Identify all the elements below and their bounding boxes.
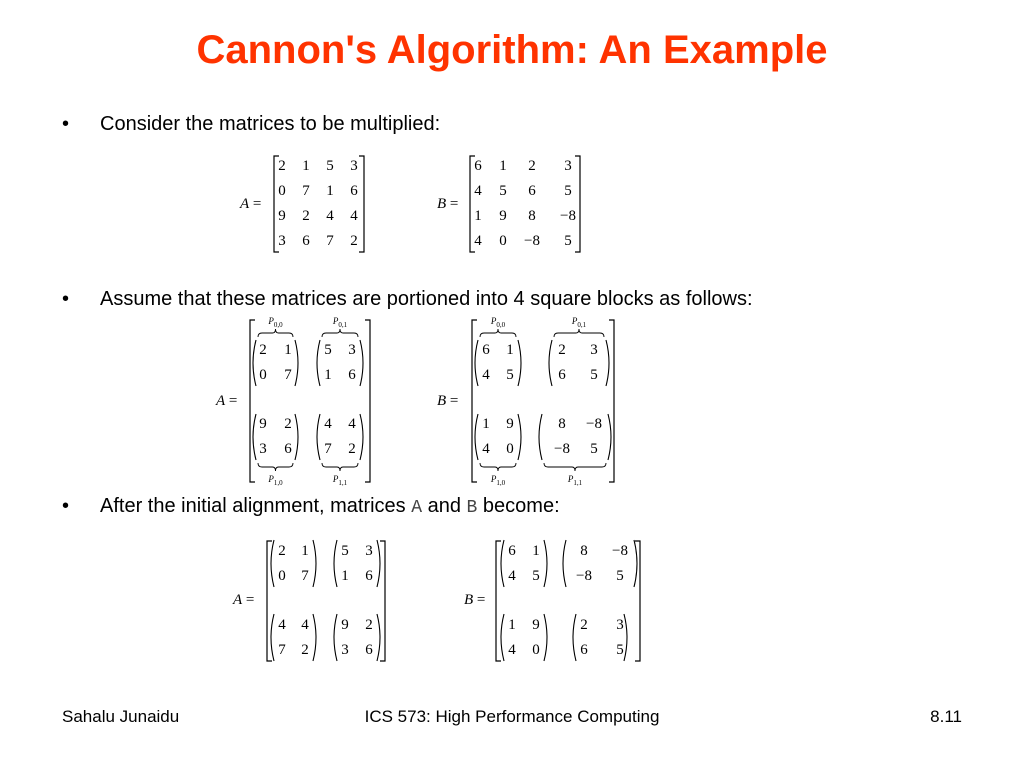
- bullet-consider: • Consider the matrices to be multiplied:: [62, 113, 441, 135]
- block-right-paren: [634, 540, 637, 587]
- matrix-cell: 2: [301, 642, 309, 658]
- matrix-cell: 7: [284, 367, 292, 383]
- matrix-cell: 4: [482, 441, 490, 457]
- matrix-cell: 3: [259, 441, 267, 457]
- right-bracket: [380, 541, 385, 661]
- matrix-cell: 6: [348, 367, 356, 383]
- matrix-a-aligned: [261, 539, 391, 663]
- matrix-cell: 5: [564, 233, 572, 249]
- matrix-cell: 2: [278, 158, 286, 174]
- matrix-cell: 5: [590, 441, 598, 457]
- matrix-cell: −8: [524, 233, 540, 249]
- matrix-cell: 9: [278, 208, 286, 224]
- matrix-cell: 8: [558, 416, 566, 432]
- matrix-cell: 5: [532, 568, 540, 584]
- matrix-cell: 0: [278, 183, 286, 199]
- matrix-cell: 6: [302, 233, 310, 249]
- matrix-cell: 5: [616, 642, 624, 658]
- matrix-cell: 1: [506, 342, 514, 358]
- matrix-cell: 8: [580, 543, 588, 559]
- matrix-cell: 1: [474, 208, 482, 224]
- matrix-b-label-1: B =: [437, 196, 459, 212]
- matrix-a-code: A: [411, 498, 423, 518]
- matrix-b-label-3: B =: [464, 592, 486, 608]
- matrix-cell: 1: [508, 617, 516, 633]
- footer-author: Sahalu Junaidu: [62, 707, 180, 726]
- matrix-cell: 2: [580, 617, 588, 633]
- block-brace: [258, 463, 293, 471]
- matrix-cell: 6: [580, 642, 588, 658]
- matrix-cell: 5: [564, 183, 572, 199]
- block-left-paren: [563, 540, 566, 587]
- block-label-p11: $P_{1,1}$: [332, 474, 348, 487]
- matrix-cell: 5: [590, 367, 598, 383]
- matrix-cell: 8: [528, 208, 536, 224]
- block-brace: [544, 463, 606, 471]
- matrix-cell: 4: [474, 233, 482, 249]
- matrix-cell: 4: [350, 208, 358, 224]
- matrix-cell: 5: [499, 183, 507, 199]
- matrix-b-code: B: [466, 498, 478, 518]
- block-label-p01: $P_{0,1}$: [571, 316, 587, 329]
- matrix-cell: 0: [506, 441, 514, 457]
- matrix-cell: 6: [365, 568, 373, 584]
- matrix-cell: 1: [499, 158, 507, 174]
- matrix-cell: −8: [554, 441, 570, 457]
- matrix-cell: 3: [616, 617, 624, 633]
- right-bracket: [635, 541, 640, 661]
- slide-title: Cannon's Algorithm: An Example: [196, 28, 828, 72]
- right-bracket: [609, 320, 614, 482]
- matrix-cell: 6: [508, 543, 516, 559]
- matrix-cell: −8: [586, 416, 602, 432]
- matrix-a-label-2: A =: [216, 393, 238, 409]
- matrix-cell: 2: [365, 617, 373, 633]
- matrix-a-original: [268, 154, 370, 254]
- matrix-cell: −8: [612, 543, 628, 559]
- matrix-cell: 5: [341, 543, 349, 559]
- matrix-cell: 2: [350, 233, 358, 249]
- matrix-cell: 4: [324, 416, 332, 432]
- left-bracket: [496, 541, 501, 661]
- matrix-cell: 6: [350, 183, 358, 199]
- block-right-paren: [608, 414, 611, 460]
- matrix-cell: 4: [348, 416, 356, 432]
- matrix-cell: 1: [301, 543, 309, 559]
- matrix-cell: 4: [508, 642, 516, 658]
- block-brace: [480, 329, 516, 337]
- matrix-cell: 6: [482, 342, 490, 358]
- matrix-a-label-3: A =: [233, 592, 255, 608]
- matrix-cell: −8: [560, 208, 576, 224]
- matrix-cell: 5: [506, 367, 514, 383]
- matrix-cell: 4: [278, 617, 286, 633]
- right-bracket: [365, 320, 370, 482]
- matrix-cell: 4: [482, 367, 490, 383]
- matrix-cell: 1: [284, 342, 292, 358]
- matrix-cell: 3: [365, 543, 373, 559]
- block-label-p00: $P_{0,0}$: [268, 316, 283, 329]
- matrix-cell: 1: [326, 183, 334, 199]
- footer-page-number: 8.11: [930, 707, 962, 726]
- matrix-cell: 0: [499, 233, 507, 249]
- matrix-cell: 1: [324, 367, 332, 383]
- matrix-cell: 3: [348, 342, 356, 358]
- matrix-cell: 2: [558, 342, 566, 358]
- block-label-p11: $P_{1,1}$: [567, 474, 583, 487]
- bullet-assume: • Assume that these matrices are portioned into 4 square blocks as follows:: [62, 288, 753, 310]
- block-left-paren: [539, 414, 542, 460]
- block-label-p00: $P_{0,0}$: [490, 316, 506, 329]
- matrix-b-label-2: B =: [437, 393, 459, 409]
- matrix-b-blocked: [466, 316, 620, 487]
- matrix-cell: 9: [259, 416, 267, 432]
- matrix-cell: 4: [301, 617, 309, 633]
- matrix-cell: 7: [278, 642, 286, 658]
- matrix-cell: 3: [278, 233, 286, 249]
- matrix-cell: 6: [528, 183, 536, 199]
- bullet-after: • After the initial alignment, matrices A and B become:: [62, 495, 560, 518]
- block-brace: [322, 463, 358, 471]
- matrix-cell: 1: [532, 543, 540, 559]
- matrix-b-aligned: [490, 539, 646, 663]
- matrix-cell: 1: [482, 416, 490, 432]
- matrix-a-blocked: [244, 316, 376, 487]
- matrix-cell: 4: [474, 183, 482, 199]
- matrix-cell: 5: [326, 158, 334, 174]
- matrix-cell: 6: [365, 642, 373, 658]
- matrix-cell: 9: [341, 617, 349, 633]
- matrix-cell: 9: [506, 416, 514, 432]
- matrix-cell: 2: [284, 416, 292, 432]
- block-label-p01: $P_{0,1}$: [332, 316, 348, 329]
- matrix-cell: −8: [576, 568, 592, 584]
- block-brace: [322, 329, 358, 337]
- bullet-consider-text: Consider the matrices to be multiplied:: [100, 113, 441, 135]
- block-brace: [258, 329, 293, 337]
- matrix-b-original: [464, 154, 586, 254]
- matrix-cell: 2: [302, 208, 310, 224]
- matrix-cell: 0: [532, 642, 540, 658]
- matrix-a-label-1: A =: [240, 196, 262, 212]
- matrix-cell: 0: [278, 568, 286, 584]
- block-label-p10: $P_{1,0}$: [268, 474, 283, 487]
- matrix-cell: 7: [326, 233, 334, 249]
- block-label-p10: $P_{1,0}$: [490, 474, 506, 487]
- matrix-cell: 3: [350, 158, 358, 174]
- matrix-cell: 1: [341, 568, 349, 584]
- matrix-cell: 2: [348, 441, 356, 457]
- block-brace: [480, 463, 516, 471]
- matrix-cell: 4: [508, 568, 516, 584]
- matrix-cell: 7: [324, 441, 332, 457]
- matrix-cell: 6: [558, 367, 566, 383]
- block-brace: [554, 329, 604, 337]
- matrix-cell: 2: [528, 158, 536, 174]
- matrix-cell: 6: [284, 441, 292, 457]
- matrix-cell: 1: [302, 158, 310, 174]
- matrix-cell: 9: [532, 617, 540, 633]
- matrix-cell: 3: [590, 342, 598, 358]
- matrix-cell: 0: [259, 367, 267, 383]
- matrix-cell: 7: [301, 568, 309, 584]
- footer-course: ICS 573: High Performance Computing: [364, 707, 660, 726]
- matrix-cell: 5: [616, 568, 624, 584]
- matrix-cell: 9: [499, 208, 507, 224]
- matrix-cell: 2: [278, 543, 286, 559]
- matrix-cell: 3: [341, 642, 349, 658]
- block-right-paren: [606, 340, 609, 386]
- matrix-cell: 7: [302, 183, 310, 199]
- matrix-cell: 4: [326, 208, 334, 224]
- matrix-cell: 5: [324, 342, 332, 358]
- matrix-cell: 2: [259, 342, 267, 358]
- matrix-cell: 6: [474, 158, 482, 174]
- matrix-cell: 3: [564, 158, 572, 174]
- bullet-assume-text: Assume that these matrices are portioned into 4 square blocks as follows:: [100, 288, 753, 310]
